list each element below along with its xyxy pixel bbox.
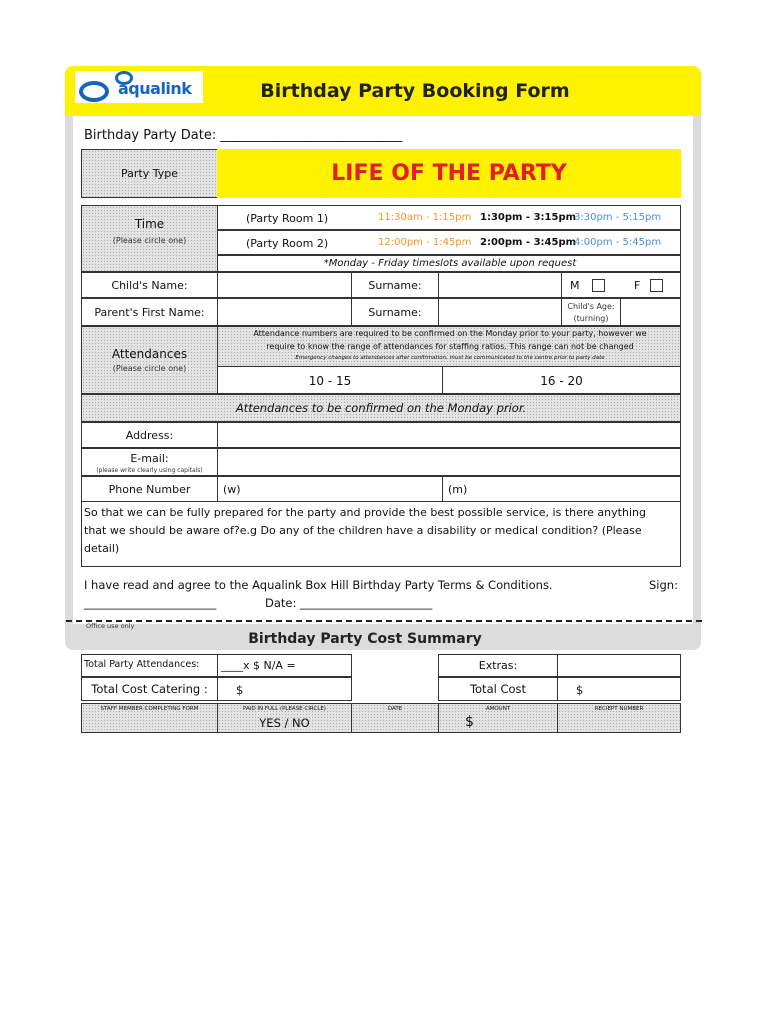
- gender-m-label: M: [570, 279, 580, 292]
- total-cost-label: Total Cost: [469, 682, 527, 696]
- room1-row: [217, 205, 681, 230]
- staff-member-header: STAFF MEMBER COMPLETING FORM: [100, 706, 199, 712]
- child-name-label-cell: [81, 272, 218, 298]
- phone-mobile-label: (m): [448, 483, 468, 496]
- attend-calc: ____x $ N/A =: [221, 659, 296, 672]
- child-age-label: Child's Age:: [567, 302, 615, 311]
- extras-input[interactable]: [557, 654, 681, 677]
- total-catering-label-cell: [81, 677, 218, 701]
- total-catering-input[interactable]: [217, 677, 352, 701]
- confirm-note: Attendances to be confirmed on the Monday prior.: [235, 401, 527, 415]
- child-surname-label-cell: [351, 272, 439, 298]
- gender-f-label: F: [634, 279, 641, 292]
- office-use-label: Office use only: [86, 622, 135, 630]
- date-header: DATE: [387, 706, 403, 712]
- total-attend-label-cell: [81, 654, 218, 677]
- total-catering-label: Total Cost Catering :: [91, 682, 208, 696]
- logo-text: aqualink: [118, 79, 192, 98]
- gender-m-checkbox[interactable]: [592, 279, 605, 292]
- email-label: E-mail:: [130, 452, 169, 465]
- sign-label: Sign:: [649, 578, 678, 592]
- amount-cell[interactable]: [438, 703, 558, 733]
- child-name-label: Child's Name:: [111, 279, 188, 292]
- amount-dollar: $: [465, 714, 474, 730]
- range-2-cell[interactable]: [442, 366, 681, 394]
- child-surname-input[interactable]: [438, 272, 562, 298]
- special-needs-line-3: detail): [84, 542, 120, 555]
- child-surname-label: Surname:: [368, 279, 422, 292]
- gender-f-checkbox[interactable]: [650, 279, 663, 292]
- special-needs-line-2: that we should be aware of?e.g Do any of the children have a disability or medical condition? (Please: [84, 524, 642, 537]
- attend-calc-cell[interactable]: [217, 654, 352, 677]
- signature-line[interactable]: _______________________: [84, 596, 217, 610]
- room2-label: (Party Room 2): [246, 237, 329, 250]
- amount-header: AMOUNT: [485, 706, 511, 712]
- time-label: Time: [134, 217, 165, 231]
- phone-work-input[interactable]: [217, 476, 443, 502]
- phone-work-label: (w): [223, 483, 241, 496]
- total-attend-label: Total Party Attendances:: [84, 659, 200, 670]
- attend-note-2: require to know the range of attendances for staffing ratios. This range can not be changed: [266, 342, 634, 351]
- attend-note-3: Emergency changes to attendances after confirmation, must be communicated to the centre prior to party date: [295, 355, 605, 361]
- confirm-note-row: [81, 394, 681, 422]
- receipt-number-header: RECIEPT NUMBER: [594, 706, 644, 712]
- room2-slot-2[interactable]: 2:00pm - 3:45pm: [480, 237, 577, 248]
- address-label-cell: [81, 422, 218, 448]
- party-type-value-cell: [217, 149, 681, 198]
- gender-cell: [561, 272, 681, 298]
- agreement-text: I have read and agree to the Aqualink Box Hill Birthday Party Terms & Conditions.: [84, 578, 553, 592]
- parent-name-input[interactable]: [217, 298, 352, 326]
- party-type-label: Party Type: [121, 167, 178, 180]
- catering-dollar: $: [236, 683, 244, 697]
- extras-label-cell: [438, 654, 558, 677]
- date-cell[interactable]: [351, 703, 439, 733]
- room2-row: [217, 230, 681, 255]
- room1-label: (Party Room 1): [246, 212, 329, 225]
- yes-no-option[interactable]: YES / NO: [259, 716, 310, 730]
- party-type-value: LIFE OF THE PARTY: [331, 161, 567, 186]
- range-1-cell[interactable]: [217, 366, 443, 394]
- parent-surname-label-cell: [351, 298, 439, 326]
- attendances-label: Attendances: [111, 347, 188, 361]
- timeslot-note: *Monday - Friday timeslots available upon request: [323, 258, 577, 269]
- room2-slot-3[interactable]: 4:00pm - 5:45pm: [574, 237, 662, 248]
- staff-member-cell[interactable]: [81, 703, 218, 733]
- page-title: Birthday Party Booking Form: [260, 80, 570, 102]
- room2-slot-1[interactable]: 12:00pm - 1:45pm: [378, 237, 472, 248]
- timeslot-note-row: [217, 255, 681, 272]
- sign-date-field[interactable]: Date: _______________________: [265, 596, 433, 610]
- parent-name-label-cell: [81, 298, 218, 326]
- email-hint: (please write clearly using capitals): [96, 467, 203, 474]
- party-date-field[interactable]: Birthday Party Date: ____________________________: [84, 128, 403, 143]
- total-cost-input[interactable]: [557, 677, 681, 701]
- attend-note-cell: [217, 326, 681, 367]
- time-label-cell: [81, 205, 218, 272]
- room1-slot-1[interactable]: 11:30am - 1:15pm: [378, 212, 472, 223]
- receipt-number-cell[interactable]: [557, 703, 681, 733]
- attend-note-1: Attendance numbers are required to be confirmed on the Monday prior to your party, however we: [253, 329, 647, 338]
- special-needs-line-1: So that we can be fully prepared for the party and provide the best possible service, is there anything: [84, 506, 646, 519]
- extras-label: Extras:: [478, 659, 518, 672]
- phone-label: Phone Number: [108, 483, 191, 496]
- parent-name-label: Parent's First Name:: [94, 306, 205, 319]
- attendances-label-cell: [81, 326, 218, 394]
- total-cost-dollar: $: [576, 683, 584, 697]
- phone-label-cell: [81, 476, 218, 502]
- address-label: Address:: [125, 429, 174, 442]
- aqualink-logo: [75, 71, 203, 103]
- email-input[interactable]: [217, 448, 681, 476]
- time-hint: (Please circle one): [112, 236, 187, 245]
- address-input[interactable]: [217, 422, 681, 448]
- cut-line: [66, 620, 702, 622]
- paid-in-full-cell[interactable]: [217, 703, 352, 733]
- phone-mobile-input[interactable]: [442, 476, 681, 502]
- range-1: 10 - 15: [308, 374, 352, 388]
- parent-surname-label: Surname:: [368, 306, 422, 319]
- special-needs-field[interactable]: [81, 501, 681, 567]
- parent-surname-input[interactable]: [438, 298, 562, 326]
- child-age-label-cell: [561, 298, 621, 326]
- child-age-input[interactable]: [620, 298, 681, 326]
- child-name-input[interactable]: [217, 272, 352, 298]
- paid-in-full-header: PAID IN FULL (PLEASE CIRCLE): [243, 706, 326, 712]
- room1-slot-3[interactable]: 3:30pm - 5:15pm: [574, 212, 662, 223]
- cost-summary-title: Birthday Party Cost Summary: [248, 631, 482, 647]
- range-2: 16 - 20: [540, 374, 583, 388]
- attendances-hint: (Please circle one): [112, 364, 187, 373]
- logo-ring-large: [79, 81, 109, 102]
- party-type-label-cell: [81, 149, 218, 198]
- email-label-cell: [81, 448, 218, 476]
- room1-slot-2[interactable]: 1:30pm - 3:15pm: [480, 212, 577, 223]
- child-age-hint: (turning): [573, 314, 609, 323]
- total-cost-label-cell: [438, 677, 558, 701]
